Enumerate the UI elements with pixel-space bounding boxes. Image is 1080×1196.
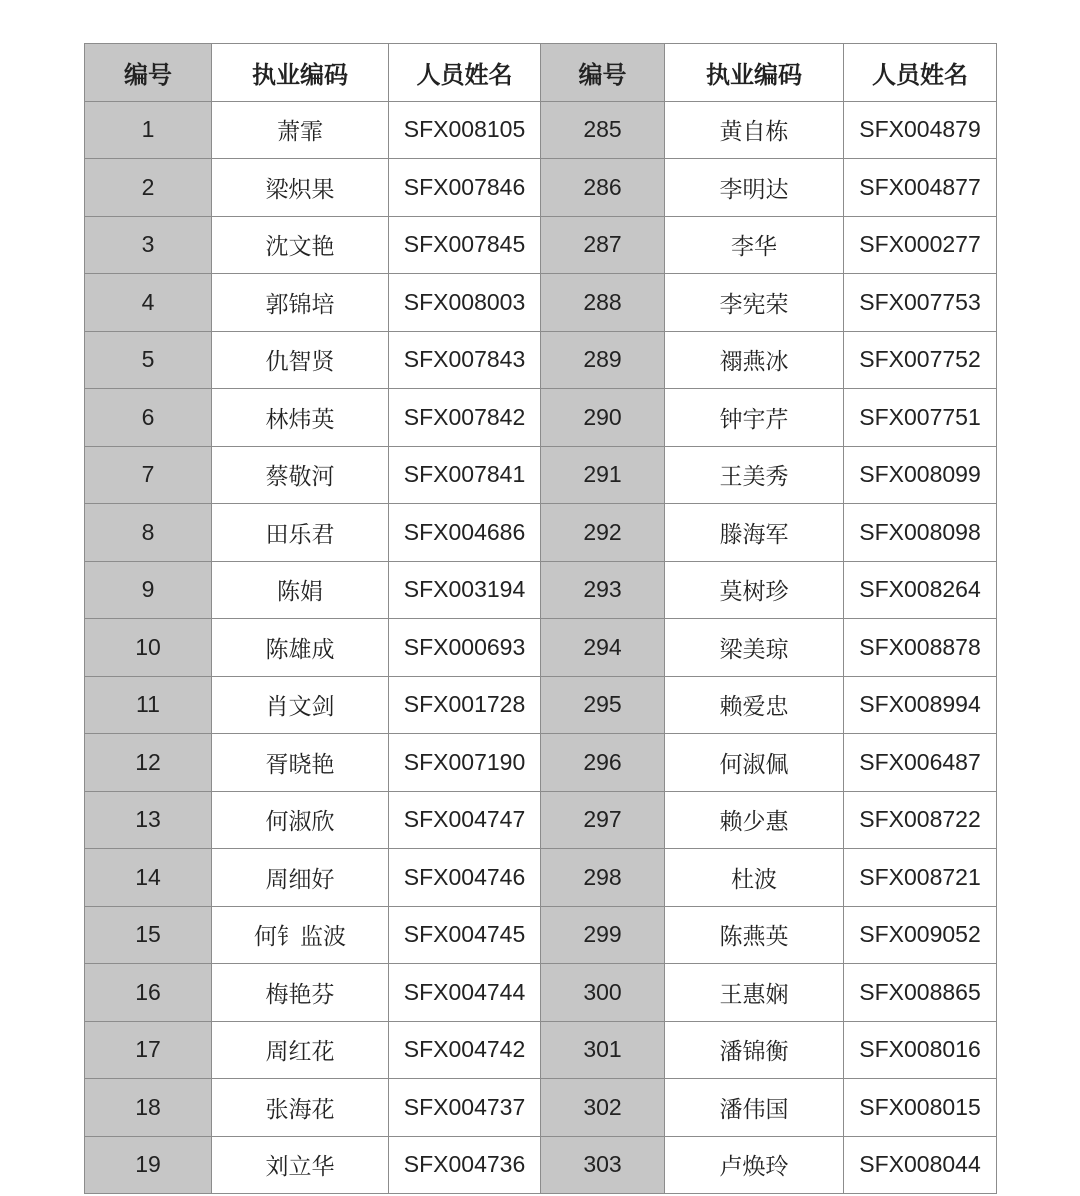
table-row: [85, 331, 997, 389]
right-number-cell: 301: [541, 1021, 665, 1079]
roster-table: [84, 43, 997, 1194]
left-name-cell: 周红花: [212, 1021, 389, 1079]
left-number-cell: 15: [85, 906, 212, 964]
right-name-cell: 李宪荣: [665, 274, 844, 332]
right-number-cell: 286: [541, 159, 665, 217]
left-number-cell: 5: [85, 331, 212, 389]
right-number-cell: 297: [541, 791, 665, 849]
right-name-cell: 陈燕英: [665, 906, 844, 964]
left-number-cell: 12: [85, 734, 212, 792]
right-number-cell: 303: [541, 1136, 665, 1194]
left-name-cell: 刘立华: [212, 1136, 389, 1194]
left-code-cell: SFX007846: [389, 159, 541, 217]
table-row: [85, 101, 997, 159]
left-code-cell: SFX007190: [389, 734, 541, 792]
right-code-cell: SFX008721: [844, 849, 997, 907]
header-right-number: 编号: [541, 44, 665, 102]
left-number-cell: 1: [85, 101, 212, 159]
right-code-cell: SFX008098: [844, 504, 997, 562]
right-name-cell: 潘伟国: [665, 1079, 844, 1137]
table-row: [85, 1079, 997, 1137]
left-code-cell: SFX001728: [389, 676, 541, 734]
right-code-cell: SFX007751: [844, 389, 997, 447]
right-number-cell: 292: [541, 504, 665, 562]
table-row: [85, 676, 997, 734]
left-number-cell: 3: [85, 216, 212, 274]
right-code-cell: SFX007753: [844, 274, 997, 332]
left-name-cell: 陈娟: [212, 561, 389, 619]
left-number-cell: 17: [85, 1021, 212, 1079]
left-code-cell: SFX004686: [389, 504, 541, 562]
right-number-cell: 298: [541, 849, 665, 907]
left-code-cell: SFX007841: [389, 446, 541, 504]
right-code-cell: SFX004877: [844, 159, 997, 217]
left-name-cell: 郭锦培: [212, 274, 389, 332]
header-right-practice-code: 执业编码: [665, 44, 844, 102]
left-code-cell: SFX003194: [389, 561, 541, 619]
left-name-cell: 何钅监波: [212, 906, 389, 964]
left-number-cell: 4: [85, 274, 212, 332]
right-number-cell: 294: [541, 619, 665, 677]
right-name-cell: 潘锦衡: [665, 1021, 844, 1079]
right-number-cell: 289: [541, 331, 665, 389]
right-name-cell: 李华: [665, 216, 844, 274]
right-code-cell: SFX008015: [844, 1079, 997, 1137]
header-right-person-name: 人员姓名: [844, 44, 997, 102]
right-code-cell: SFX008865: [844, 964, 997, 1022]
left-number-cell: 19: [85, 1136, 212, 1194]
left-number-cell: 11: [85, 676, 212, 734]
right-name-cell: 杜波: [665, 849, 844, 907]
right-name-cell: 赖少惠: [665, 791, 844, 849]
table-row: [85, 159, 997, 217]
table-row: [85, 561, 997, 619]
right-code-cell: SFX008099: [844, 446, 997, 504]
left-name-cell: 陈雄成: [212, 619, 389, 677]
right-name-cell: 黄自栋: [665, 101, 844, 159]
table-row: [85, 504, 997, 562]
right-number-cell: 287: [541, 216, 665, 274]
left-code-cell: SFX004736: [389, 1136, 541, 1194]
left-code-cell: SFX008105: [389, 101, 541, 159]
left-number-cell: 2: [85, 159, 212, 217]
left-code-cell: SFX004746: [389, 849, 541, 907]
left-number-cell: 10: [85, 619, 212, 677]
table-row: [85, 791, 997, 849]
left-name-cell: 林炜英: [212, 389, 389, 447]
right-number-cell: 295: [541, 676, 665, 734]
left-code-cell: SFX008003: [389, 274, 541, 332]
table-row: [85, 446, 997, 504]
left-code-cell: SFX007842: [389, 389, 541, 447]
left-code-cell: SFX004747: [389, 791, 541, 849]
left-name-cell: 田乐君: [212, 504, 389, 562]
table-row: [85, 964, 997, 1022]
table-row: [85, 389, 997, 447]
right-name-cell: 赖爱忠: [665, 676, 844, 734]
left-number-cell: 6: [85, 389, 212, 447]
left-name-cell: 张海花: [212, 1079, 389, 1137]
right-code-cell: SFX008994: [844, 676, 997, 734]
right-code-cell: SFX004879: [844, 101, 997, 159]
left-code-cell: SFX007843: [389, 331, 541, 389]
right-number-cell: 288: [541, 274, 665, 332]
left-name-cell: 梅艳芬: [212, 964, 389, 1022]
left-code-cell: SFX004737: [389, 1079, 541, 1137]
table-row: [85, 734, 997, 792]
right-name-cell: 何淑佩: [665, 734, 844, 792]
right-code-cell: SFX008016: [844, 1021, 997, 1079]
right-number-cell: 296: [541, 734, 665, 792]
right-code-cell: SFX008044: [844, 1136, 997, 1194]
right-name-cell: 王惠娴: [665, 964, 844, 1022]
left-code-cell: SFX004744: [389, 964, 541, 1022]
left-code-cell: SFX004742: [389, 1021, 541, 1079]
right-code-cell: SFX007752: [844, 331, 997, 389]
right-code-cell: SFX008264: [844, 561, 997, 619]
table-row: [85, 1021, 997, 1079]
header-left-person-name: 人员姓名: [389, 44, 541, 102]
right-number-cell: 299: [541, 906, 665, 964]
table-row: [85, 1136, 997, 1194]
table-row: [85, 216, 997, 274]
right-name-cell: 禤燕冰: [665, 331, 844, 389]
left-number-cell: 14: [85, 849, 212, 907]
left-name-cell: 沈文艳: [212, 216, 389, 274]
right-number-cell: 291: [541, 446, 665, 504]
right-number-cell: 293: [541, 561, 665, 619]
left-code-cell: SFX007845: [389, 216, 541, 274]
right-name-cell: 李明达: [665, 159, 844, 217]
left-number-cell: 16: [85, 964, 212, 1022]
right-code-cell: SFX000277: [844, 216, 997, 274]
right-name-cell: 王美秀: [665, 446, 844, 504]
right-number-cell: 285: [541, 101, 665, 159]
left-name-cell: 萧霏: [212, 101, 389, 159]
table-row: [85, 906, 997, 964]
right-code-cell: SFX008722: [844, 791, 997, 849]
left-code-cell: SFX004745: [389, 906, 541, 964]
header-left-number: 编号: [85, 44, 212, 102]
left-name-cell: 梁炽果: [212, 159, 389, 217]
left-name-cell: 何淑欣: [212, 791, 389, 849]
left-name-cell: 周细好: [212, 849, 389, 907]
right-code-cell: SFX006487: [844, 734, 997, 792]
left-number-cell: 18: [85, 1079, 212, 1137]
header-left-practice-code: 执业编码: [212, 44, 389, 102]
left-number-cell: 8: [85, 504, 212, 562]
left-number-cell: 9: [85, 561, 212, 619]
table-row: [85, 619, 997, 677]
left-number-cell: 13: [85, 791, 212, 849]
right-code-cell: SFX008878: [844, 619, 997, 677]
right-name-cell: 梁美琼: [665, 619, 844, 677]
left-code-cell: SFX000693: [389, 619, 541, 677]
right-name-cell: 莫树珍: [665, 561, 844, 619]
right-number-cell: 290: [541, 389, 665, 447]
right-name-cell: 卢焕玲: [665, 1136, 844, 1194]
left-name-cell: 仇智贤: [212, 331, 389, 389]
left-number-cell: 7: [85, 446, 212, 504]
table-row: [85, 274, 997, 332]
right-number-cell: 302: [541, 1079, 665, 1137]
right-number-cell: 300: [541, 964, 665, 1022]
table-row: [85, 849, 997, 907]
header-row: [85, 44, 997, 102]
roster-body: [85, 101, 997, 1194]
left-name-cell: 蔡敬河: [212, 446, 389, 504]
right-code-cell: SFX009052: [844, 906, 997, 964]
right-name-cell: 滕海军: [665, 504, 844, 562]
left-name-cell: 胥晓艳: [212, 734, 389, 792]
right-name-cell: 钟宇芹: [665, 389, 844, 447]
left-name-cell: 肖文剑: [212, 676, 389, 734]
